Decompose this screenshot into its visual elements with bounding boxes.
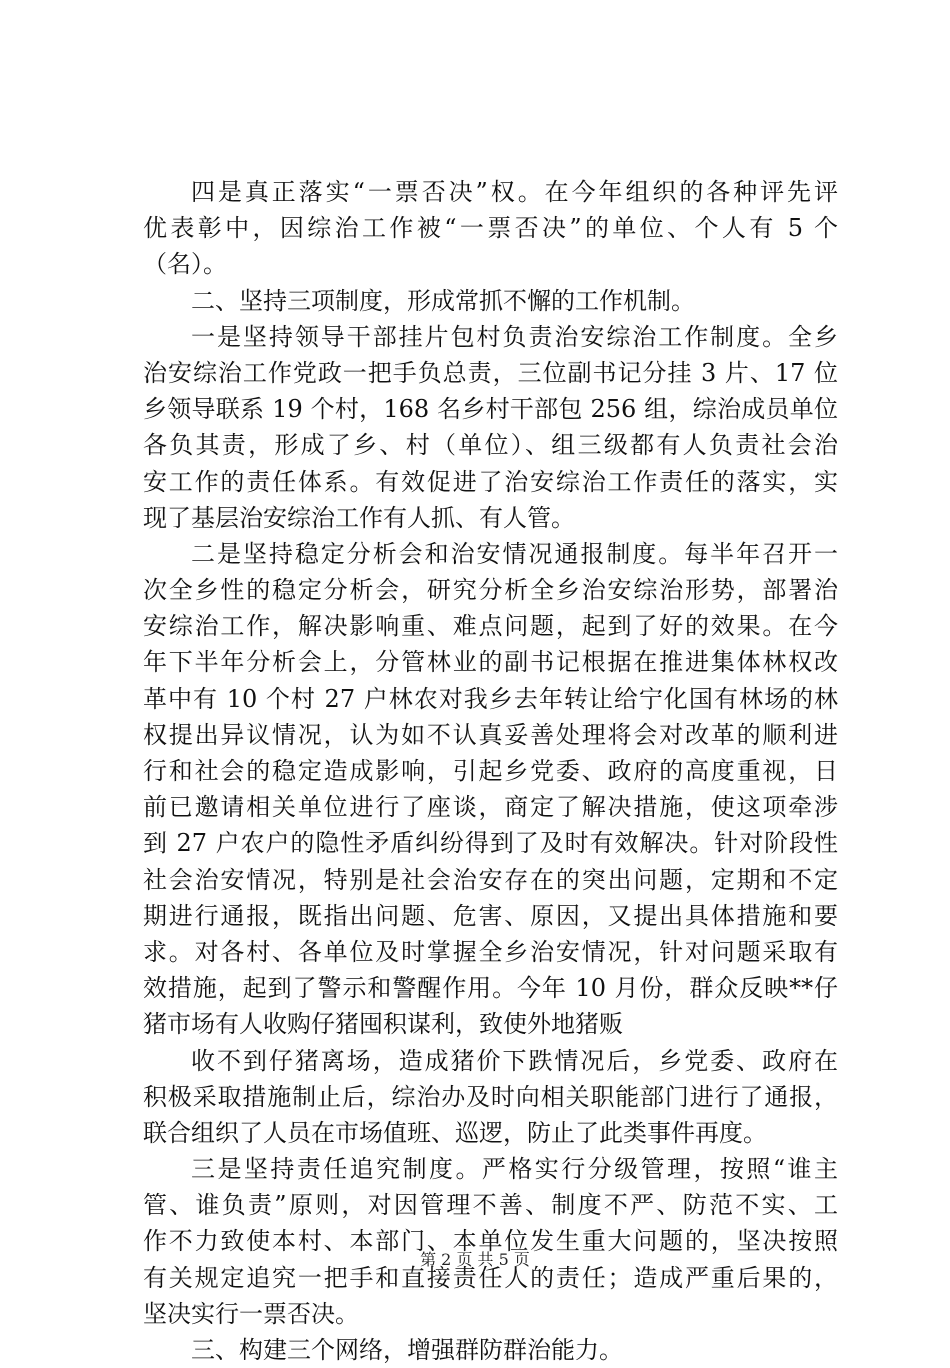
text-line: 行和社会的稳定造成影响，引起乡党委、政府的高度重视，日 <box>143 757 838 785</box>
text-line: 安综治工作，解决影响重、难点问题，起到了好的效果。在今 <box>143 612 838 641</box>
text-line: 各负其责，形成了乡、村（单位）、组三级都有人负责社会治 <box>143 431 838 460</box>
text-line: 猪市场有人收购仔猪囤积谋利，致使外地猪贩 <box>143 1010 623 1039</box>
section-heading: 二、坚持三项制度，形成常抓不懈的工作机制。 <box>191 286 695 315</box>
text-line: 期进行通报，既指出问题、危害、原因，又提出具体措施和要 <box>143 901 838 930</box>
text-line: 联合组织了人员在市场值班、巡逻，防止了此类事件再度。 <box>143 1118 767 1147</box>
text-line: 求。对各村、各单位及时掌握全乡治安情况，针对问题采取有 <box>143 937 838 966</box>
text-line: 收不到仔猪离场，造成猪价下跌情况后，乡党委、政府在 <box>191 1046 838 1075</box>
text-line: 次全乡性的稳定分析会，研究分析全乡治安综治形势，部署治 <box>143 576 838 605</box>
section-heading: 三、构建三个网络，增强群防群治能力。 <box>191 1336 623 1364</box>
text-line: （名）。 <box>143 250 227 279</box>
text-line: 到 27 户农户的隐性矛盾纠纷得到了及时有效解决。针对阶段性 <box>143 829 838 858</box>
text-line: 社会治安情况，特别是社会治安存在的突出问题，定期和不定 <box>143 865 838 894</box>
text-line: 前已邀请相关单位进行了座谈，商定了解决措施，使这项牵涉 <box>143 793 838 822</box>
text-line: 权提出异议情况，认为如不认真妥善处理将会对改革的顺利进 <box>143 720 838 749</box>
body-text <box>143 174 838 1368</box>
text-line: 现了基层治安综治工作有人抓、有人管。 <box>143 503 575 532</box>
text-line: 管、谁负责”原则，对因管理不善、制度不严、防范不实、工 <box>143 1191 838 1220</box>
text-line: 安工作的责任体系。有效促进了治安综治工作责任的落实，实 <box>143 467 838 496</box>
page-number: 第 2 页 共 5 页 <box>420 1250 530 1269</box>
text-line: 积极采取措施制止后，综治办及时向相关职能部门进行了通报， <box>143 1082 838 1111</box>
text-line: 年下半年分析会上，分管林业的副书记根据在推进集体林权改 <box>143 648 838 677</box>
text-line: 二是坚持稳定分析会和治安情况通报制度。每半年召开一 <box>191 539 838 568</box>
text-line: 优表彰中，因综治工作被“一票否决”的单位、个人有 5 个 <box>143 214 838 243</box>
text-line: 坚决实行一票否决。 <box>143 1299 359 1328</box>
text-line: 作不力致使本村、本部门、本单位发生重大问题的，坚决按照 <box>143 1227 838 1256</box>
text-line: 治安综治工作党政一把手负总责，三位副书记分挂 3 片、17 位 <box>143 358 838 387</box>
text-line: 四是真正落实“一票否决”权。在今年组织的各种评先评 <box>191 178 838 206</box>
text-line: 乡领导联系 19 个村，168 名乡村干部包 256 组，综治成员单位 <box>143 395 838 424</box>
text-line: 有关规定追究一把手和直接责任人的责任；造成严重后果的， <box>143 1263 838 1292</box>
text-line: 三是坚持责任追究制度。严格实行分级管理，按照“谁主 <box>191 1155 838 1184</box>
text-line: 革中有 10 个村 27 户林农对我乡去年转让给宁化国有林场的林 <box>143 684 838 713</box>
text-line: 效措施，起到了警示和警醒作用。今年 10 月份，群众反映**仔 <box>143 974 838 1003</box>
text-line: 一是坚持领导干部挂片包村负责治安综治工作制度。全乡 <box>191 322 838 351</box>
